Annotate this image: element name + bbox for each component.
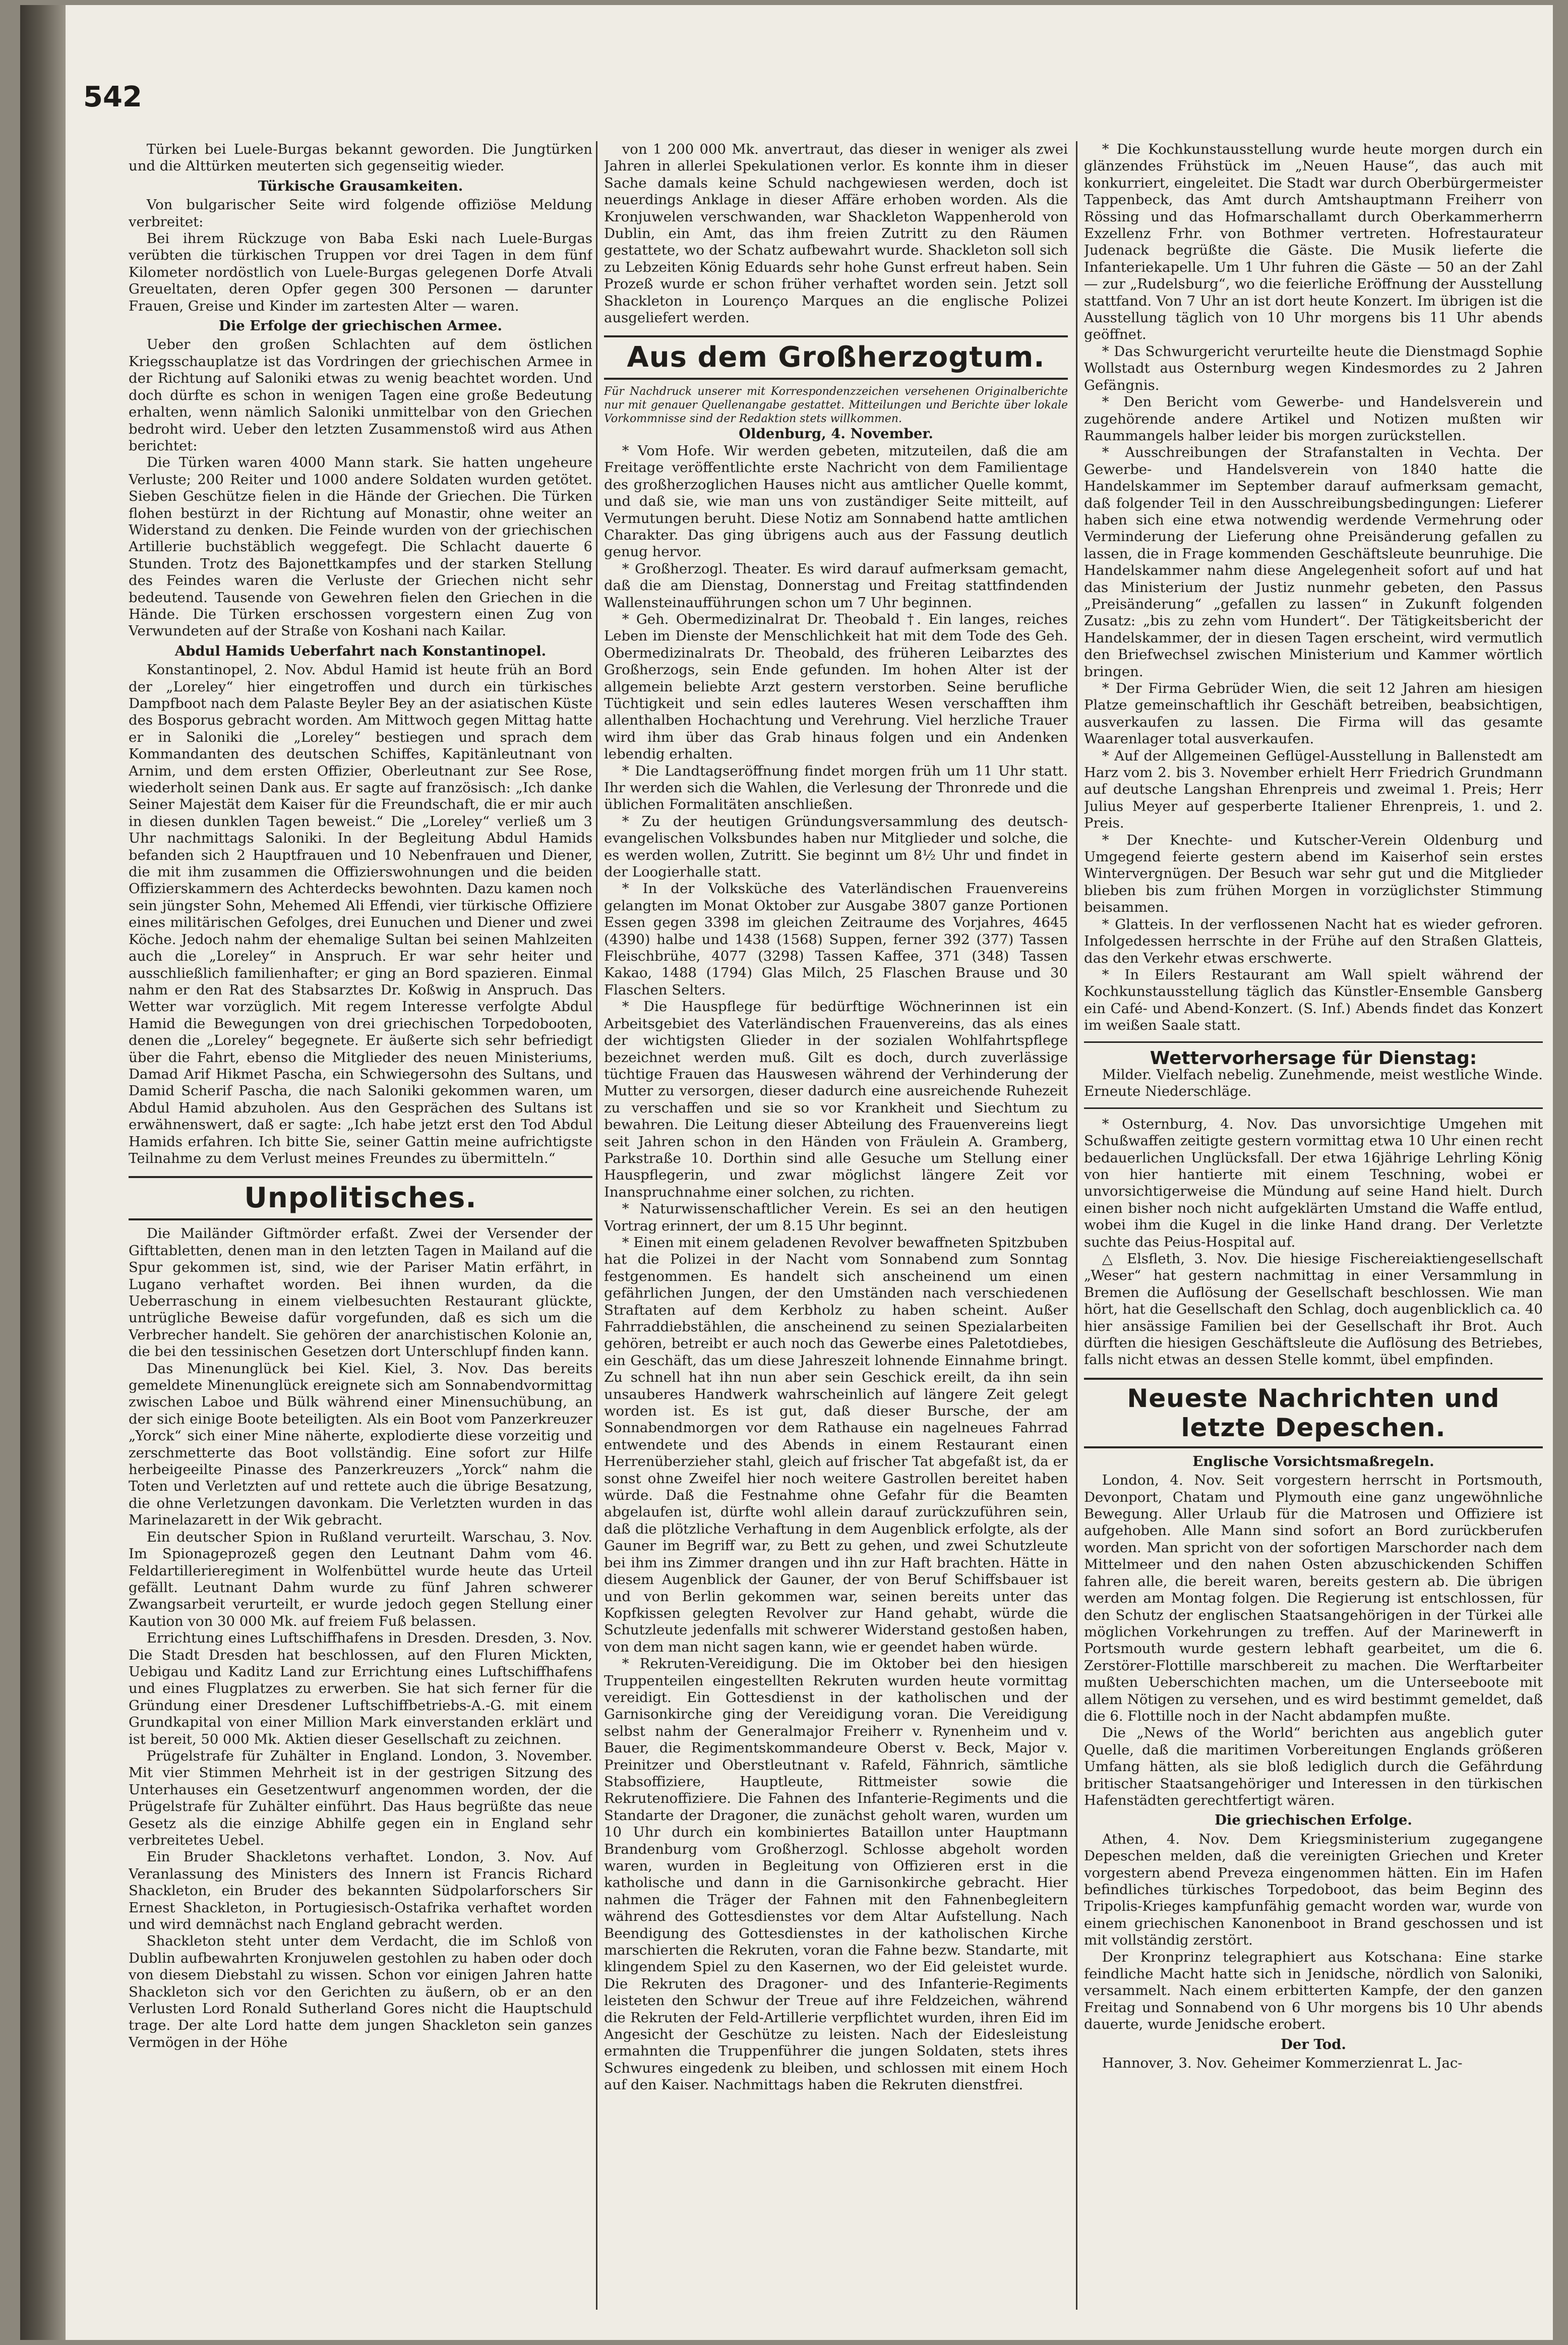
article-paragraph: Von bulgarischer Seite wird folgende offiziöse Meldung verbreitet:: [129, 197, 592, 230]
article-paragraph: London, 4. Nov. Seit vorgestern herrscht in Portsmouth, Devonport, Chatam und Plymouth eine ganz ungewöhnliche Bewegung. Aller Urlaub für die Matrosen und Offiziere ist aufgehoben. Alle Mann sind sofort an Bord zurückberufen worden. Man spricht von der sofortigen Marschorder nach dem Mittelmeer und den nahen Osten abzuschickenden Schiffen fahren alle, die bereit waren, bereits gestern ab. Die übrigen werden am Montag folgen. Die Regierung ist entschlossen, für den Schutz der englischen Staatsangehörigen in der Türkei alle möglichen Vorkehrungen zu treffen. Auf der Marinewerft in Portsmouth wurde gestern lebhaft gearbeitet, um die 6. Zerstörer-Flottille marschbereit zu machen. Die Werftarbeiter mußten Ueberschichten machen, um die Unterseeboote mit allem Nötigen zu versehen, und es wird bestimmt gemeldet, daß die 6. Flottille noch in der Nacht abdampfen mußte.: [1084, 1472, 1543, 1724]
article-paragraph: * Rekruten-Vereidigung. Die im Oktober bei den hiesigen Truppenteilen eingestellten Rekruten wurden heute vormittag vereidigt. Ein Gottesdienst in der katholischen und der Garnisonkirche ging der Vereidigung voran. Die Vereidigung selbst nahm der Generalmajor Freiherr v. Rynenheim und v. Bauer, die Regimentskommandeure Oberst v. Beck, Major v. Preinitzer und Oberstleutnant v. Rafeld, Fähnrich, sämtliche Stabsoffiziere, Hauptleute, Rittmeister sowie die Rekrutenoffiziere. Die Fahnen des Infanterie-Regiments und die Standarte der Dragoner, die zunächst geholt waren, wurden um 10 Uhr durch ein kombiniertes Bataillon unter Hauptmann Brandenburg vom Großherzogl. Schlosse abgeholt worden waren, wurden in Begleitung von Offizieren erst in die katholische und dann in die Garnisonkirche gebracht. Hier nahmen die Träger der Fahnen mit den Fahnenbegleitern während des Gottesdienstes vor dem Altar Aufstellung. Nach Beendigung des Gottesdienstes in der katholischen Kirche marschierten die Rekruten, voran die Fahne bezw. Standarte, mit klingendem Spiel zu den Kasernen, wo der Eid geleistet wurde. Die Rekruten des Dragoner- und des Infanterie-Regiments leisteten den Schwur der Treue auf ihre Feldzeichen, während die Rekruten der Feld-Artillerie verpflichtet wurden, ihren Eid im Angesicht der Geschütze zu leisten. Nach der Eidesleistung ermahnten die Truppenführer die jungen Soldaten, stets ihres Schwures eingedenk zu bleiben, und schlossen mit einem Hoch auf den Kaiser. Nachmittags haben die Rekruten dienstfrei.: [604, 1656, 1068, 2093]
article-paragraph: Bei ihrem Rückzuge von Baba Eski nach Luele-Burgas verübten die türkischen Truppen vor drei Tagen in dem fünf Kilometer nordöstlich von Luele-Burgas gelegenen Dorfe Atvali Greueltaten, deren Opfer gegen 300 Personen — darunter Frauen, Greise und Kinder im zartesten Alter — waren.: [129, 230, 592, 314]
article-paragraph: Ein deutscher Spion in Rußland verurteilt. Warschau, 3. Nov. Im Spionageprozeß gegen den Leutnant Dahm vom 46. Feldartillerieregiment in Wolfenbüttel wurde heute das Urteil gefällt. Leutnant Dahm wurde zu fünf Jahren schwerer Zwangsarbeit verurteilt, er wurde jedoch gegen Stellung einer Kaution von 30 000 Mk. auf freiem Fuß belassen.: [129, 1529, 592, 1629]
article-subheading: Türkische Grausamkeiten.: [258, 178, 463, 194]
article-paragraph: Milder. Vielfach nebelig. Zunehmende, meist westliche Winde. Erneute Niederschläge.: [1084, 1066, 1543, 1100]
article-paragraph: * Der Knechte- und Kutscher-Verein Oldenburg und Umgegend feierte gestern abend im Kaiserhof sein erstes Wintervergnügen. Der Besuch war sehr gut und die Mitglieder blieben bis zum frühen Morgen in vorzüglichster Stimmung beisammen.: [1084, 832, 1543, 916]
book-spine-shadow: [20, 5, 66, 2340]
article-paragraph: Das Minenunglück bei Kiel. Kiel, 3. Nov. Das bereits gemeldete Minenunglück ereignete sich am Sonnabendvormittag zwischen Laboe und Bülk während einer Minensuchübung, an der sich einige Boote beteiligten. Als ein Boot vom Panzerkreuzer „Yorck“ sich einer Mine näherte, explodierte diese vorzeitig und zerschmetterte das Boot vollständig. Eine sofort zur Hilfe herbeigeeilte Pinasse des Panzerkreuzers „Yorck“ nahm die Toten und Verletzten auf und rettete auch die übrige Besatzung, die ohne Verletzungen davonkam. Die Verletzten wurden in das Marinelazarett in der Wik gebracht.: [129, 1360, 592, 1529]
section-divider: [1084, 1041, 1543, 1043]
article-paragraph: * Der Firma Gebrüder Wien, die seit 12 Jahren am hiesigen Platze gemeinschaftlich ihr Geschäft betreiben, beabsichtigen, ausverkaufen zu lassen. Die Firma will das gesamte Waarenlager total ausverkaufen.: [1084, 680, 1543, 747]
article-paragraph: * In Eilers Restaurant am Wall spielt während der Kochkunstausstellung täglich das Künstler-Ensemble Gansberg ein Café- und Abend-Konzert. (S. Inf.) Abends findet das Konzert im weißen Saale statt.: [1084, 966, 1543, 1034]
article-paragraph: * Großherzogl. Theater. Es wird darauf aufmerksam gemacht, daß die am Dienstag, Donnerstag und Freitag stattfindenden Wallensteinaufführungen schon um 7 Uhr beginnen.: [604, 560, 1068, 611]
column-rule: [596, 141, 597, 2310]
article-paragraph: * Die Kochkunstausstellung wurde heute morgen durch ein glänzendes Frühstück im „Neuen Hause“, das auch mit konkurriert, eingeleitet. Die Stadt war durch Oberbürgermeister Tappenbeck, das Amt durch Amtshauptmann Freiherr von Rössing und das Hofmarschallamt durch Oberkammerherrn Exzellenz Frhr. von Bothmer vertreten. Hofrestaurateur Judenack begrüßte die Gäste. Die Musik lieferte die Infanteriekapelle. Um 1 Uhr fuhren die Gäste — 50 an der Zahl — zur „Rudelsburg“, wo die feierliche Eröffnung der Ausstellung stattfand. Von 7 Uhr an ist dort heute Konzert. Im übrigen ist die Ausstellung täglich von 10 Uhr morgens bis 11 Uhr abends geöffnet.: [1084, 141, 1543, 343]
article-paragraph: * Zu der heutigen Gründungsversammlung des deutsch-evangelischen Volksbundes haben nur Mitglieder und solche, die es werden wollen, Zutritt. Sie beginnt um 8½ Uhr und findet in der Loogierhalle statt.: [604, 813, 1068, 881]
reprint-notice: Für Nachdruck unserer mit Korrespondenzzeichen versehenen Originalberichte nur mit genauer Quellenangabe gestattet. Mitteilungen und Berichte über lokale Vorkommnisse sind der Redaktion stets willkommen.: [604, 385, 1068, 426]
article-paragraph: * Vom Hofe. Wir werden gebeten, mitzuteilen, daß die am Freitage veröffentlichte erste Nachricht von dem Familientage des großherzoglichen Hauses nicht aus amtlicher Quelle kommt, und daß sie, wie man uns von zuständiger Seite mitteilt, auf Vermutungen beruht. Diese Notiz am Sonnabend hatte amtlichen Charakter. Das ging übrigens auch aus der Fassung deutlich genug hervor.: [604, 442, 1068, 560]
article-subheading: Englische Vorsichtsmaßregeln.: [1192, 1453, 1434, 1470]
article-paragraph: Errichtung eines Luftschiffhafens in Dresden. Dresden, 3. Nov. Die Stadt Dresden hat beschlossen, auf den Fluren Mickten, Uebigau und Kaditz Land zur Errichtung eines Luftschiffhafens und eines Flugplatzes zu erwerben. Sie hat sich ferner für die Gründung einer Dresdener Luftschiffbetriebs-A.-G. mit einem Grundkapital von einer Million Mark einverstanden erklärt und ist bereit, 50 000 Mk. Aktien dieser Gesellschaft zu zeichnen.: [129, 1630, 592, 1747]
article-paragraph: * Die Landtagseröffnung findet morgen früh um 11 Uhr statt. Ihr werden sich die Wahlen, die Verlesung der Thronrede und die üblichen Formalitäten anschließen.: [604, 763, 1068, 813]
article-paragraph: * Naturwissenschaftlicher Verein. Es sei an den heutigen Vortrag erinnert, der um 8.15 Uhr beginnt.: [604, 1201, 1068, 1234]
article-paragraph: Der Kronprinz telegraphiert aus Kotschana: Eine starke feindliche Macht hatte sich in Jenidsche, nördlich von Saloniki, versammelt. Nach einem erbitterten Kampfe, der den ganzen Freitag und Sonnabend von 6 Uhr morgens bis 10 Uhr abends dauerte, wurde Jenidsche erobert.: [1084, 1949, 1543, 2033]
article-paragraph: Konstantinopel, 2. Nov. Abdul Hamid ist heute früh an Bord der „Loreley“ hier eingetroffen und durch ein türkisches Dampfboot nach dem Palaste Beyler Bey an der asiatischen Küste des Bosporus gebracht worden. Am Mittwoch gegen Mittag hatte er in Saloniki die „Loreley“ bestiegen und sprach dem Kommandanten des deutschen Schiffes, Kapitänleutnant von Arnim, und dem ersten Offizier, Oberleutnant zur See Rose, wiederholt seinen Dank aus. Er sagte auf französisch: „Ich danke Seiner Majestät dem Kaiser für die Freundschaft, die er mir auch in diesen dunklen Tagen beweist.“ Die „Loreley“ verließ um 3 Uhr nachmittags Saloniki. In der Begleitung Abdul Hamids befanden sich 2 Hauptfrauen und 10 Nebenfrauen und Diener, die mit ihm zusammen die Offizierswohnungen und die beiden Offizierskammern des Achterdecks bewohnten. Dazu kamen noch sein jüngster Sohn, Mehemed Ali Effendi, vier türkische Offiziere eines militärischen Gefolges, drei Eunuchen und Diener und zwei Köche. Jedoch nahm der ehemalige Sultan bei seinen Mahlzeiten auch die „Loreley“ in Anspruch. Er war sehr heiter und ausschließlich familienhafter; er ging an Bord spazieren. Einmal nahm er den Rat des Stabsarztes Dr. Koßwig in Anspruch. Das Wetter war vorzüglich. Mit regem Interesse verfolgte Abdul Hamid die Bewegungen von drei griechischen Torpedobooten, denen die „Loreley“ begegnete. Er äußerte sich sehr befriedigt über die Fahrt, ebenso die Mitglieder des neuen Ministeriums, Damad Arif Hikmet Pascha, ein Schwiegersohn des Sultans, und Damid Scherif Pascha, die nach Saloniki gekommen waren, um Abdul Hamid abzuholen. Aus den Gesprächen des Sultans ist erwähnenswert, daß er sagte: „Ich habe jetzt erst den Tod Abdul Hamids erfahren. Ich bitte Sie, seiner Gattin meine aufrichtigste Teilnahme zu dem Verlust meines Freundes zu übermitteln.“: [129, 662, 592, 1166]
article-paragraph: * Auf der Allgemeinen Geflügel-Ausstellung in Ballenstedt am Harz vom 2. bis 3. November erhielt Herr Friedrich Grundmann auf deutsche Langshan Ehrenpreis und zweimal 1. Preis; Herr Julius Meyer auf gesperberte Italiener Ehrenpreis, 1. und 2. Preis.: [1084, 747, 1543, 832]
article-paragraph: Ueber den großen Schlachten auf dem östlichen Kriegsschauplatze ist das Vordringen der griechischen Armee in der Richtung auf Saloniki etwas zu wenig beachtet worden. Und doch dürfte es schon in wenigen Tagen eine große Bedeutung erhalten, wenn nämlich Saloniki unmittelbar von den Griechen bedroht wird. Ueber den letzten Zusammenstoß wird aus Athen berichtet:: [129, 336, 592, 454]
section-divider: [1084, 1107, 1543, 1109]
article-subheading: Abdul Hamids Ueberfahrt nach Konstantinopel.: [174, 642, 547, 659]
article-paragraph: △ Elsfleth, 3. Nov. Die hiesige Fischereiaktiengesellschaft „Weser“ hat gestern nachmittag in einer Versammlung in Bremen die Auflösung der Gesellschaft beschlossen. Wie man hört, hat die Gesellschaft den Schlag, doch augenblicklich ca. 40 hier ansässige Familien bei der Gesellschaft ihr Brot. Auch dürften die hiesigen Geschäftsleute die Auflösung des Betriebes, falls nicht etwas an dessen Stelle kommt, übel empfinden.: [1084, 1251, 1543, 1368]
article-paragraph: * Einen mit einem geladenen Revolver bewaffneten Spitzbuben hat die Polizei in der Nacht vom Sonnabend zum Sonntag festgenommen. Es handelt sich anscheinend um einen gefährlichen Jungen, der den Umständen nach verschiedenen Straftaten auf dem Kerbholz zu haben scheint. Außer Fahrraddiebstählen, die anscheinend zu seinen Spezialarbeiten gehören, betreibt er auch noch das Gewerbe eines Paletotdiebes, ein Geschäft, das um diese Jahreszeit lohnende Einnahme bringt. Zu schnell hat ihn nun aber sein Geschick ereilt, da ihn sein unsauberes Handwerk wahrscheinlich auf längere Zeit gelegt worden ist. Es ist gut, daß dieser Bursche, der am Sonnabendmorgen vor dem Rathause ein nagelneues Fahrrad entwendete und des Abends in einem Restaurant einen Herrenüberzieher stahl, gleich auf frischer Tat abgefaßt ist, da er sonst ohne Zweifel hier noch weitere Gastrollen bereitet haben würde. Daß die Festnahme ohne Gefahr für die Beamten abgelaufen ist, dürfte wohl allein darauf zurückzuführen sein, daß die plötzliche Verhaftung in dem Augenblick erfolgte, als der Gauner im Begriff war, zu Bett zu gehen, und zwei Schutzleute bei ihm ins Zimmer drangen und ihn zur Haft brachten. Hätte in diesem Augenblick der Gauner, der von Beruf Schiffsbauer ist und von Berlin gekommen war, seinen bereits unter das Kopfkissen gelegten Revolver zur Hand gehabt, würde die Schutzleute jedenfalls mit schwerer Widerstand gestoßen haben, von dem man nicht sagen kann, wie er geendet haben würde.: [604, 1234, 1068, 1655]
page-number: 542: [83, 81, 142, 113]
column-middle: [604, 141, 1068, 2320]
article-subheading: Der Tod.: [1281, 2036, 1346, 2053]
article-paragraph: * In der Volksküche des Vaterländischen Frauenvereins gelangten im Monat Oktober zur Ausgabe 3807 ganze Portionen Essen gegen 3398 im gleichen Zeitraume des Vorjahres, 4645 (4390) halbe und 1438 (1568) Suppen, ferner 392 (377) Tassen Fleischbrühe, 4077 (3298) Tassen Kaffee, 371 (348) Tassen Kakao, 1488 (1794) Glas Milch, 25 Flaschen Brause und 30 Flaschen Selters.: [604, 881, 1068, 998]
article-paragraph: Ein Bruder Shackletons verhaftet. London, 3. Nov. Auf Veranlassung des Ministers des Innern ist Francis Richard Shackleton, ein Bruder des bekannten Südpolarforschers Sir Ernest Shackleton, in Portugiesisch-Ostafrika verhaftet worden und wird demnächst nach England gebracht werden.: [129, 1849, 592, 1933]
section-heading: Neueste Nachrichten und letzte Depeschen.: [1084, 1378, 1543, 1448]
article-paragraph: Hannover, 3. Nov. Geheimer Kommerzienrat L. Jac-: [1102, 2055, 1463, 2072]
article-paragraph: * Den Bericht vom Gewerbe- und Handelsverein und zugehörende andere Artikel und Notizen mußten wir Raummangels halber leider bis morgen zurückstellen.: [1084, 394, 1543, 444]
article-paragraph: von 1 200 000 Mk. anvertraut, das dieser in weniger als zwei Jahren in allerlei Spekulationen verlor. Es konnte ihm in dieser Sache damals keine Schuld nachgewiesen werden, doch ist neuerdings Anklage in dieser Affäre erhoben worden. Als die Kronjuwelen verschwanden, war Shackleton Wappenherold von Dublin, ein Amt, das ihm freien Zutritt zu den Räumen gestattete, wo der Schatz aufbewahrt wurde. Shackleton soll sich zu Lebzeiten König Eduards sehr hohe Gunst erfreut haben. Sein Prozeß wurde er schon früher verhaftet worden sein. Jetzt soll Shackleton in Lourenço Marques an die englische Polizei ausgeliefert werden.: [604, 141, 1068, 326]
article-paragraph: * Das Schwurgericht verurteilte heute die Dienstmagd Sophie Wollstadt aus Osternburg wegen Kindesmordes zu 2 Jahren Gefängnis.: [1084, 343, 1543, 393]
article-subheading: Die griechischen Erfolge.: [1215, 1812, 1412, 1829]
column-left: [129, 141, 592, 2320]
article-paragraph: * Ausschreibungen der Strafanstalten in Vechta. Der Gewerbe- und Handelsverein von 1840 hatte die Handelskammer im September darauf aufmerksam gemacht, daß folgender Teil in den Ausschreibungsbedingungen: Lieferer haben sich eine etwa notwendig werdende Vermehrung oder Verminderung der Lieferung ohne Preisänderung gefallen zu lassen, die in Frage kommenden Geschäftsleute beunruhige. Die Handelskammer nahm diese Angelegenheit sofort auf und hat das Ministerium der Justiz nunmehr gebeten, den Passus „Preisänderung“ „gefallen zu lassen“ in Zukunft folgenden Zusatz: „bis zu zehn vom Hundert“. Der Tätigkeitsbericht der Handelskammer, der in diesen Tagen erscheint, wird vermutlich den Briefwechsel zwischen Ministerium und Kammer wörtlich bringen.: [1084, 444, 1543, 680]
column-right: [1084, 141, 1543, 2320]
article-paragraph: * Glatteis. In der verflossenen Nacht hat es wieder gefroren. Infolgedessen herrschte in der Frühe auf den Straßen Glatteis, das den Verkehr etwas erschwerte.: [1084, 916, 1543, 966]
dateline: Oldenburg, 4. November.: [739, 426, 933, 442]
article-paragraph: Athen, 4. Nov. Dem Kriegsministerium zugegangene Depeschen melden, daß die vereinigten Griechen und Kreter vorgestern abend Preveza eingenommen hätten. Ein im Hafen befindliches türkisches Torpedoboot, das beim Beginn des Tripolis-Krieges kampfunfähig gemacht worden war, wurde von einem griechischen Kanonenboot in Brand geschossen und ist mit vollständig zerstört.: [1084, 1831, 1543, 1949]
article-paragraph: Shackleton steht unter dem Verdacht, die im Schloß von Dublin aufbewahrten Kronjuwelen gestohlen zu haben oder doch von diesem Diebstahl zu wissen. Schon vor einigen Jahren hatte Shackleton sich vor den Gerichten zu äußern, ob er an den Verlusten Lord Ronald Sutherland Gores nicht die Hauptschuld trage. Der alte Lord hatte dem jungen Shackleton sein ganzes Vermögen in der Höhe: [129, 1933, 592, 2050]
article-paragraph: Türken bei Luele-Burgas bekannt geworden. Die Jungtürken und die Alttürken meuterten sich gegenseitig wieder.: [129, 141, 592, 174]
column-rule: [1076, 141, 1077, 2310]
article-paragraph: Prügelstrafe für Zuhälter in England. London, 3. November. Mit vier Stimmen Mehrheit ist in der gestrigen Sitzung des Unterhauses ein Gesetzentwurf angenommen worden, der die Prügelstrafe für Zuhälter einführt. Das Haus begrüßte das neue Gesetz als die einzige Abhilfe gegen ein in England sehr verbreitetes Uebel.: [129, 1747, 592, 1848]
newspaper-page: [20, 5, 1553, 2340]
article-paragraph: * Die Hauspflege für bedürftige Wöchnerinnen ist ein Arbeitsgebiet des Vaterländischen Frauenvereins, das als eines der wichtigsten Glieder in der sozialen Wohlfahrtspflege bezeichnet werden muß. Gilt es doch, durch zuverlässige tüchtige Frauen das Hauswesen während der Verhinderung der Mutter zu versorgen, dieser dadurch eine ausreichende Ruhezeit zu verschaffen und sie so vor Krankheit und Siechtum zu bewahren. Die Leitung dieser Abteilung des Frauenvereins liegt seit Jahren schon in den Händen von Fräulein A. Gramberg, Parkstraße 10. Dorthin sind alle Gesuche um Stellung einer Hauspflegerin, und zwar möglichst längere Zeit vor Inanspruchnahme einer solchen, zu richten.: [604, 999, 1068, 1200]
article-paragraph: Die Türken waren 4000 Mann stark. Sie hatten ungeheure Verluste; 200 Reiter und 1000 andere Soldaten wurden getötet. Sieben Geschütze fielen in die Hände der Griechen. Die Türken flohen bestürzt in der Richtung auf Monastir, ohne weiter an Widerstand zu denken. Die Feinde wurden von der griechischen Artillerie buchstäblich weggefegt. Die Schlacht dauerte 6 Stunden. Trotz des Bajonettkampfes und der starken Stellung des Feindes waren die Verluste der Griechen nicht sehr bedeutend. Tausende von Gewehren fielen den Griechen in die Hände. Die Türken erschossen vorgestern einen Zug von Verwundeten auf der Straße von Koshani nach Kailar.: [129, 454, 592, 639]
article-paragraph: * Geh. Obermedizinalrat Dr. Theobald †. Ein langes, reiches Leben im Dienste der Menschlichkeit hat mit dem Tode des Geh. Obermedizinalrats Dr. Theobald, des früheren Leibarztes des Großherzogs, sein Ende gefunden. Im hohen Alter ist der allgemein beliebte Arzt gestern verstorben. Seine berufliche Tüchtigkeit und sein edles lauteres Wesen verschafften ihm allenthalben Hochachtung und Verehrung. Viel herzliche Trauer wird ihm über das Grab hinaus folgen und ein Andenken lebendig erhalten.: [604, 611, 1068, 763]
article-paragraph: * Osternburg, 4. Nov. Das unvorsichtige Umgehen mit Schußwaffen zeitigte gestern vormittag etwa 10 Uhr einen recht bedauerlichen Unglücksfall. Der etwa 16jährige Lehrling König von hier hantierte mit einem Teschning, wobei er unvorsichtigerweise die Mündung auf seine Hand hielt. Durch einen bisher noch nicht aufgeklärten Umstand die Waffe entlud, wobei ihm die Kugel in die linke Hand drang. Der Verletzte suchte das Peius-Hospital auf.: [1084, 1116, 1543, 1250]
weather-forecast-title: Wettervorhersage für Dienstag:: [1150, 1047, 1477, 1069]
article-paragraph: Die Mailänder Giftmörder erfaßt. Zwei der Versender der Gifttabletten, denen man in den letzten Tagen in Mailand auf die Spur gekommen ist, sind, wie der Pariser Matin erfährt, in Lugano verhaftet worden. Bei ihnen wurden, da die Ueberraschung in einem vielbesuchten Restaurant glückte, untrügliche Beweise dafür vorgefunden, daß es sich um die Verbrecher handelt. Sie gehören der anarchistischen Kolonie an, die bei den tessinischen Gesetzen dort Unterschlupf finden kann.: [129, 1225, 592, 1360]
section-heading: Aus dem Großherzogtum.: [604, 335, 1068, 380]
article-subheading: Die Erfolge der griechischen Armee.: [218, 318, 503, 334]
section-heading: Unpolitisches.: [129, 1176, 592, 1220]
article-paragraph: Die „News of the World“ berichten aus angeblich guter Quelle, daß die maritimen Vorbereitungen Englands größeren Umfang hätten, als sie bloß lediglich durch die Gefährdung britischer Staatsangehöriger und Interessen in den türkischen Hafenstädten gerechtfertigt wären.: [1084, 1725, 1543, 1808]
